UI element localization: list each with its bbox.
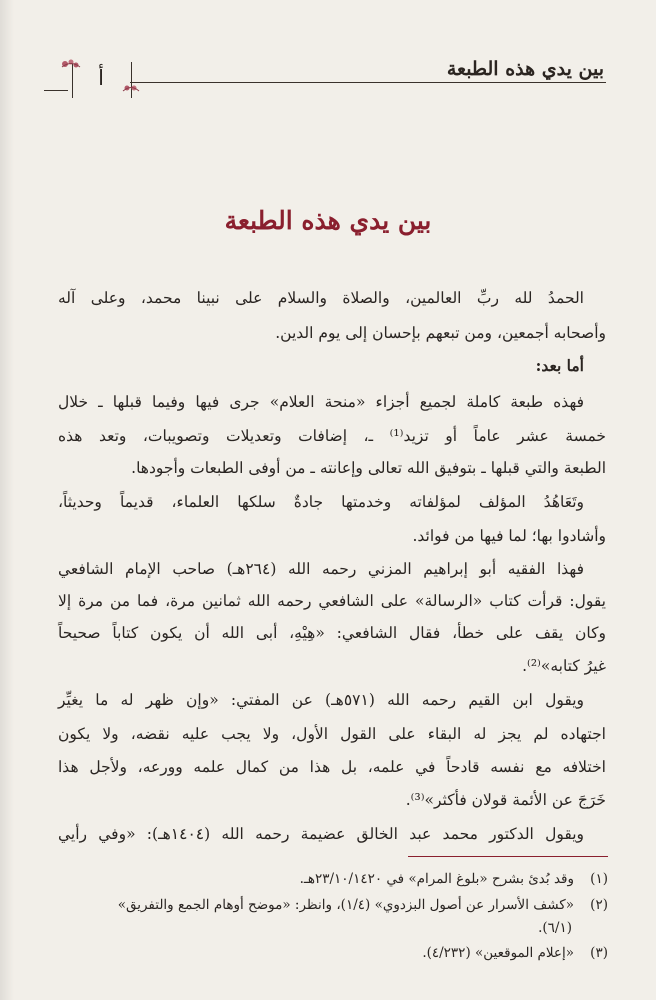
text-line: خَرَجَ عن الأئمة قولان فأكثر»⁽³⁾. bbox=[405, 791, 606, 809]
footnote-number: (٢) bbox=[590, 897, 608, 913]
chapter-title: بين يدي هذه الطبعة bbox=[224, 206, 432, 235]
footnote-number: (١) bbox=[590, 871, 608, 887]
footnote-number: (٣) bbox=[590, 945, 608, 961]
footnote-rule bbox=[408, 856, 608, 857]
page-number: أ bbox=[98, 66, 104, 90]
text-line: فهذه طبعة كاملة لجميع أجزاء «منحة العلام» جرى فيها وفيما قبلها ـ خلال bbox=[58, 393, 584, 411]
footnote-text: وقد بُدئ بشرح «بلوغ المرام» في ٢٣/١٠/١٤٢٠هـ. bbox=[299, 871, 574, 887]
text-line: وأشادوا بها؛ لما فيها من فوائد. bbox=[412, 527, 606, 545]
text-line: يقول: قرأت كتاب «الرسالة» على الشافعي رحمه الله ثمانين مرة، فما من مرة إلا bbox=[58, 592, 606, 610]
floral-ornament-icon bbox=[122, 83, 140, 93]
text-line: خمسة عشر عاماً أو تزيد⁽¹⁾ ـ، إضافات وتعديلات وتصويبات، وتعد هذه bbox=[58, 427, 606, 445]
header-rule bbox=[130, 82, 606, 83]
footnote-text: «كشف الأسرار عن أصول البزدوي» (١/٤)، وانظر: «موضح أوهام الجمع والتفريق» bbox=[117, 897, 574, 913]
text-line: غيرُ كتابه»⁽²⁾. bbox=[522, 657, 606, 675]
header-dash bbox=[44, 90, 68, 91]
text-line: ويقول الدكتور محمد عبد الخالق عضيمة رحمه الله (١٤٠٤هـ): «وفي رأيي bbox=[58, 825, 585, 843]
text-line: اختلافه مع نفسه قادحاً في علمه، بل هذا من كمال علمه وورعه، ولأجل هذا bbox=[58, 758, 606, 776]
footnote bbox=[52, 896, 608, 914]
footnote bbox=[52, 870, 608, 888]
text-line: وكان يقف على خطأ، فقال الشافعي: «هِيْهِ، أبى الله أن يكون كتاباً صحيحاً bbox=[58, 624, 606, 642]
footnote-text: «إعلام الموقعين» (٤/٢٣٢). bbox=[422, 945, 574, 961]
text-line: فهذا الفقيه أبو إبراهيم المزني رحمه الله (٢٦٤هـ) صاحب الإمام الشافعي bbox=[58, 560, 584, 578]
text-line: الحمدُ لله ربِّ العالمين، والصلاة والسلام على نبينا محمد، وعلى آله bbox=[58, 289, 584, 307]
footnote-continuation: (٦/١). bbox=[538, 920, 572, 936]
text-line: الطبعة والتي قبلها ـ بتوفيق الله تعالى وإعانته ـ من أوفى الطبعات وأجودها. bbox=[131, 459, 606, 477]
footnote bbox=[52, 944, 608, 962]
text-line: اجتهاده لم يجز له البقاء على القول الأول، ولا يجب عليه نقضه، ولا يكون bbox=[58, 725, 606, 743]
running-title: بين يدي هذه الطبعة bbox=[446, 58, 604, 80]
section-lead: أما بعد: bbox=[535, 356, 584, 375]
page-gutter-shadow bbox=[0, 0, 14, 1000]
floral-ornament-icon bbox=[60, 58, 82, 70]
text-line: وتَعَاهُدُ المؤلف لمؤلفاته وخدمتها جادةٌ سلكها العلماء، قديماً وحديثاً، bbox=[58, 493, 584, 511]
text-line: وأصحابه أجمعين، ومن تبعهم بإحسان إلى يوم الدين. bbox=[275, 324, 606, 342]
text-line: ويقول ابن القيم رحمه الله (٥٧١هـ) عن المفتي: «وإن ظهر له ما يغيِّر bbox=[58, 691, 584, 709]
